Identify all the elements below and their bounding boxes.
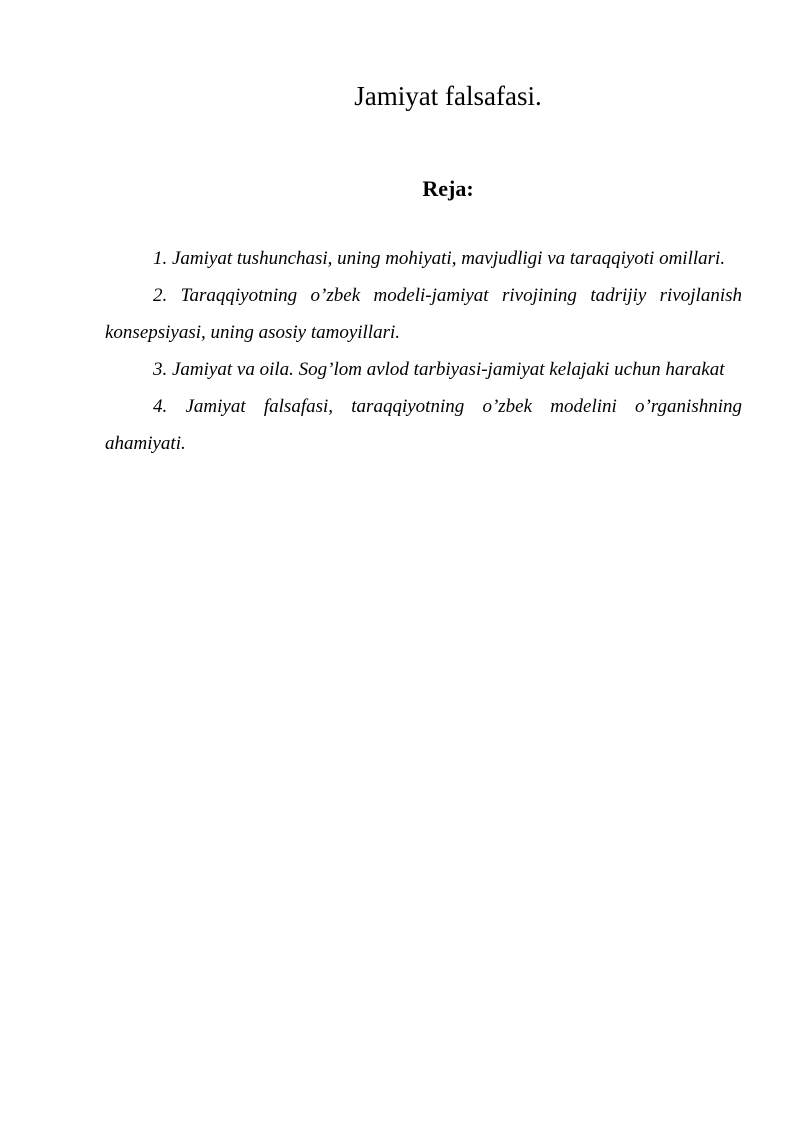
page-title: Jamiyat falsafasi. xyxy=(354,81,542,111)
plan-item: 3. Jamiyat va oila. Sog’lom avlod tarbiyasi-jamiyat kelajaki uchun harakat xyxy=(153,359,725,380)
plan-heading: Reja: xyxy=(422,176,474,201)
plan-list xyxy=(105,240,742,462)
plan-item: 1. Jamiyat tushunchasi, uning mohiyati, mavjudligi va taraqqiyoti omillari. xyxy=(153,248,726,269)
plan-item: 2. Taraqqiyotning o’zbek modeli-jamiyat rivojining tadrijiy rivojlanish konsepsiyasi, uning asosiy tamoyillari. xyxy=(105,285,742,343)
plan-item: 4. Jamiyat falsafasi, taraqqiyotning o’zbek modelini o’rganishning ahamiyati. xyxy=(105,396,742,454)
